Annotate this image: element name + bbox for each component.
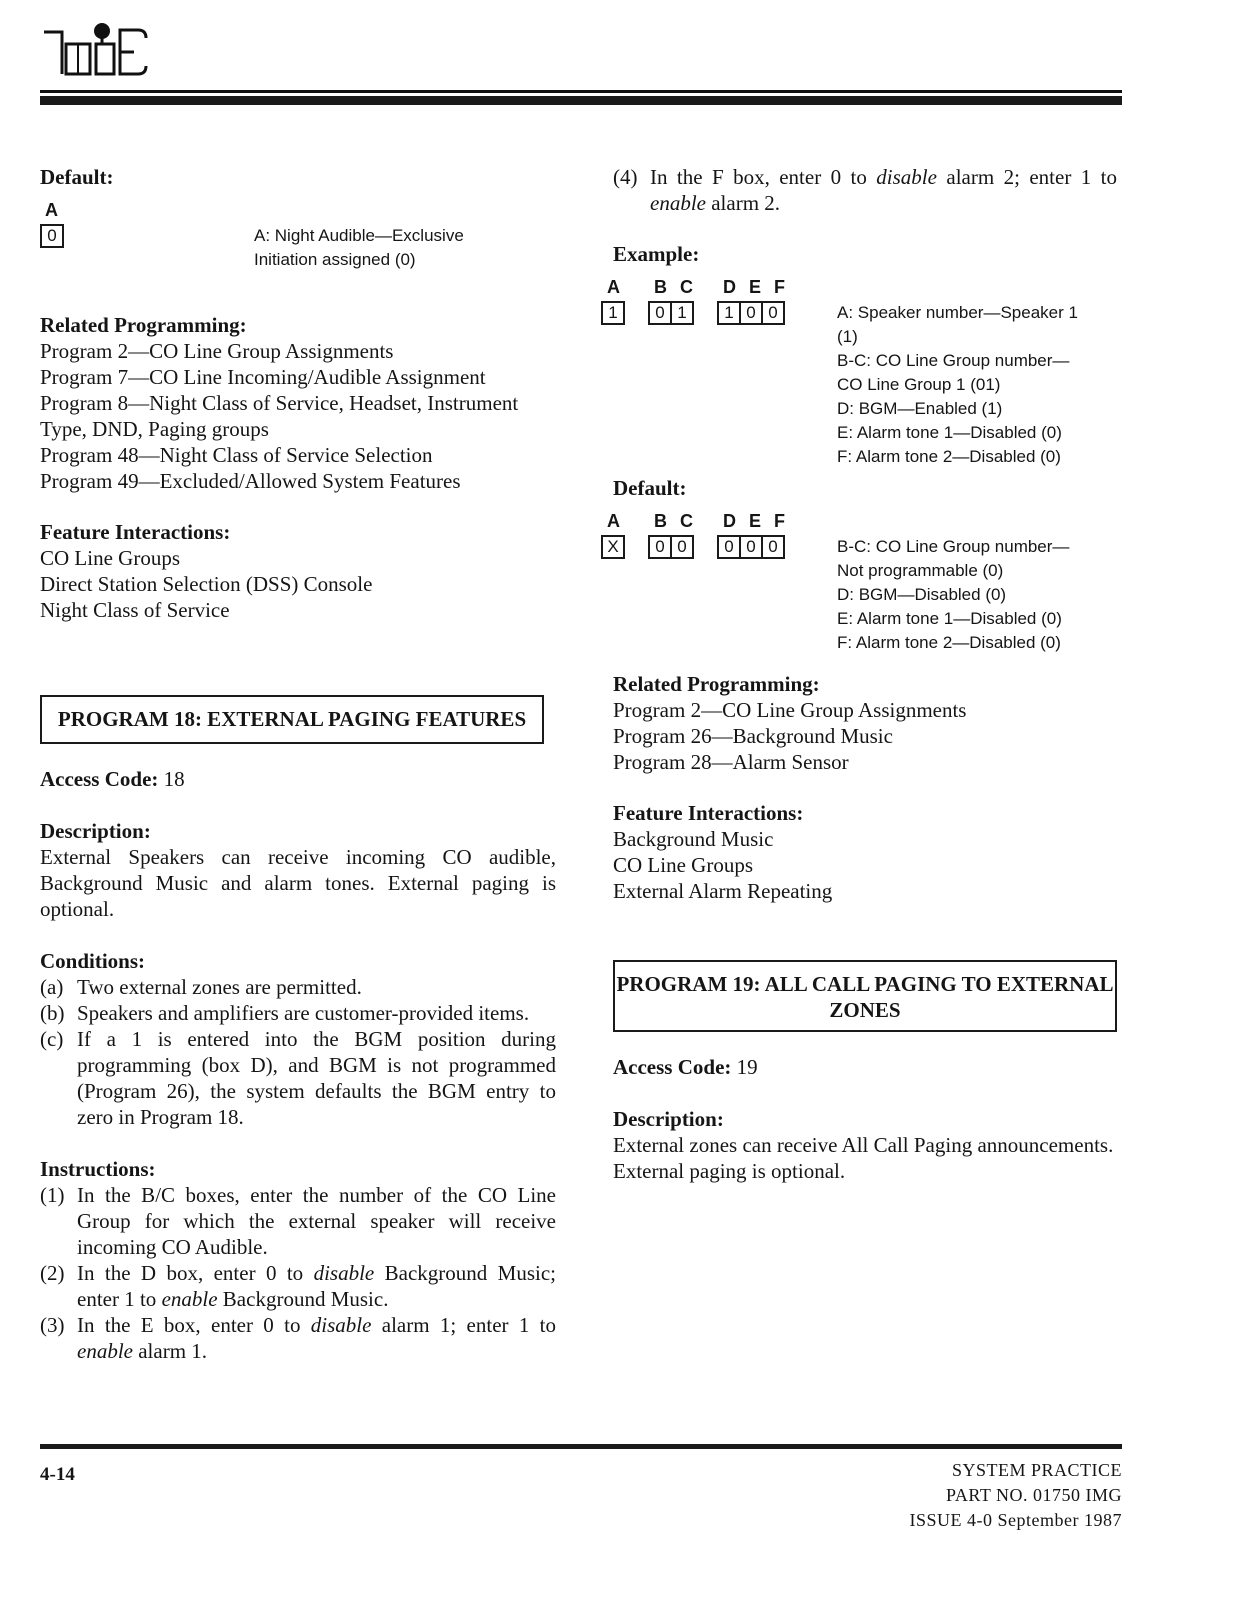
box-cell: 0 xyxy=(655,537,665,556)
related-programming-heading: Related Programming: xyxy=(40,313,247,337)
box-cell: 0 xyxy=(761,537,783,557)
default-description: A: Night Audible—Exclusive Initiation assigned (0) xyxy=(254,226,464,269)
footer-line: ISSUE 4-0 September 1987 xyxy=(909,1510,1122,1530)
footer-line: SYSTEM PRACTICE xyxy=(951,1460,1122,1480)
default-box-a xyxy=(40,224,64,248)
box-cell: 0 xyxy=(761,303,783,323)
letters-bc: B C xyxy=(654,511,697,531)
feature-interactions-list xyxy=(40,545,556,623)
footer-line: PART NO. 01750 IMG xyxy=(946,1485,1122,1505)
description-text: External Speakers can receive incoming CO audible, Background Music and alarm tones. External paging is optional. xyxy=(40,845,556,921)
letter-a: A xyxy=(607,277,620,297)
header-rule xyxy=(40,90,1122,105)
letters-bc: B C xyxy=(654,277,697,297)
default-heading: Default: xyxy=(40,165,114,189)
box-cell: X xyxy=(607,537,619,556)
list-item: External Alarm Repeating xyxy=(613,879,833,903)
page-number: 4-14 xyxy=(40,1464,75,1485)
list-item: (4) In the F box, enter 0 to disable alarm 2; enter 1 to enable alarm 2. xyxy=(613,165,1117,215)
box-cell: 1 xyxy=(608,303,618,322)
default-letter-a: A xyxy=(45,200,58,220)
feature-interactions-heading: Feature Interactions: xyxy=(613,801,804,825)
left-column xyxy=(40,164,556,1364)
box-cell: 0 xyxy=(739,303,761,323)
list-item: Program 8—Night Class of Service, Headset, Instrument xyxy=(40,391,519,415)
letters-def: D E F xyxy=(723,277,790,297)
list-item: (2) In the D box, enter 0 to disable Background Music; enter 1 to enable Background Music. xyxy=(40,1261,556,1311)
conditions-list xyxy=(40,974,556,1130)
default-box-bc xyxy=(648,535,694,559)
feature-interactions-heading: Feature Interactions: xyxy=(40,520,231,544)
list-item: Direct Station Selection (DSS) Console xyxy=(40,572,373,596)
access-code-18: Access Code: 18 xyxy=(40,767,185,791)
related-programming-list xyxy=(40,338,556,494)
box-cell: 0 xyxy=(724,537,734,556)
list-item: Background Music xyxy=(613,827,774,851)
feature-interactions-list xyxy=(613,826,1125,904)
example-table xyxy=(607,267,1125,466)
box-cell: 0 xyxy=(739,537,761,557)
related-programming-heading: Related Programming: xyxy=(613,672,820,696)
list-item: (a) Two external zones are permitted. xyxy=(40,975,362,999)
list-item: Program 49—Excluded/Allowed System Features xyxy=(40,469,461,493)
list-item: Program 7—CO Line Incoming/Audible Assignment xyxy=(40,365,486,389)
default-box-a xyxy=(601,535,625,559)
default-table xyxy=(40,190,556,282)
example-box-def xyxy=(717,301,785,325)
box-cell: 0 xyxy=(655,303,665,322)
related-programming-list xyxy=(613,697,1125,775)
description-heading: Description: xyxy=(613,1107,724,1131)
default-box-def xyxy=(717,535,785,559)
list-item: Program 28—Alarm Sensor xyxy=(613,750,849,774)
list-item: CO Line Groups xyxy=(613,853,753,877)
default-table xyxy=(607,501,1125,652)
list-item: Program 48—Night Class of Service Selection xyxy=(40,443,433,467)
box-cell: 0 xyxy=(47,226,57,245)
access-code-19: Access Code: 19 xyxy=(613,1055,758,1079)
instructions-heading: Instructions: xyxy=(40,1157,156,1181)
program-19-title: PROGRAM 19: ALL CALL PAGING TO EXTERNAL ZONES xyxy=(613,960,1117,1032)
letter-a: A xyxy=(607,511,620,531)
list-item: Program 26—Background Music xyxy=(613,724,893,748)
footer-info xyxy=(910,1458,1122,1533)
list-item: Program 2—CO Line Group Assignments xyxy=(40,339,394,363)
example-box-a xyxy=(601,301,625,325)
list-item: (c) If a 1 is entered into the BGM position during programming (box D), and BGM is not programmed (Program 26), the system defaults the BGM entry to zero in Program 18. xyxy=(40,1027,556,1129)
list-item: CO Line Groups xyxy=(40,546,180,570)
instructions-list-continued xyxy=(613,164,1117,216)
right-column xyxy=(607,164,1125,1184)
list-item: Program 2—CO Line Group Assignments xyxy=(613,698,967,722)
conditions-heading: Conditions: xyxy=(40,949,146,973)
box-cell: 1 xyxy=(670,303,692,323)
program-18-title: PROGRAM 18: EXTERNAL PAGING FEATURES xyxy=(40,695,544,744)
list-item: Night Class of Service xyxy=(40,598,230,622)
letters-def: D E F xyxy=(723,511,790,531)
example-heading: Example: xyxy=(613,242,700,266)
box-cell: 1 xyxy=(724,303,734,322)
list-item: Type, DND, Paging groups xyxy=(40,417,269,441)
list-item: (1) In the B/C boxes, enter the number of the CO Line Group for which the external speaker will receive incoming CO Audible. xyxy=(40,1183,556,1259)
box-cell: 0 xyxy=(670,537,692,557)
example-box-bc xyxy=(648,301,694,325)
tie-logo xyxy=(40,18,150,80)
footer-rule xyxy=(40,1444,1122,1449)
list-item: (b) Speakers and amplifiers are customer-provided items. xyxy=(40,1001,530,1025)
default-description: B-C: CO Line Group number— Not programmable (0) D: BGM—Disabled (0) E: Alarm tone 1—Disabled (0) F: Alarm tone 2—Disabled (0) xyxy=(837,537,1070,652)
description-heading: Description: xyxy=(40,819,151,843)
description-text: External zones can receive All Call Paging announcements. External paging is optional. xyxy=(613,1133,1114,1183)
list-item: (3) In the E box, enter 0 to disable alarm 1; enter 1 to enable alarm 1. xyxy=(40,1313,556,1363)
instructions-list xyxy=(40,1182,556,1364)
example-description: A: Speaker number—Speaker 1 (1) B-C: CO Line Group number— CO Line Group 1 (01) D: BGM—Enabled (1) E: Alarm tone 1—Disabled (0) F: Alarm tone 2—Disabled (0) xyxy=(837,303,1078,466)
default-heading: Default: xyxy=(613,476,687,500)
